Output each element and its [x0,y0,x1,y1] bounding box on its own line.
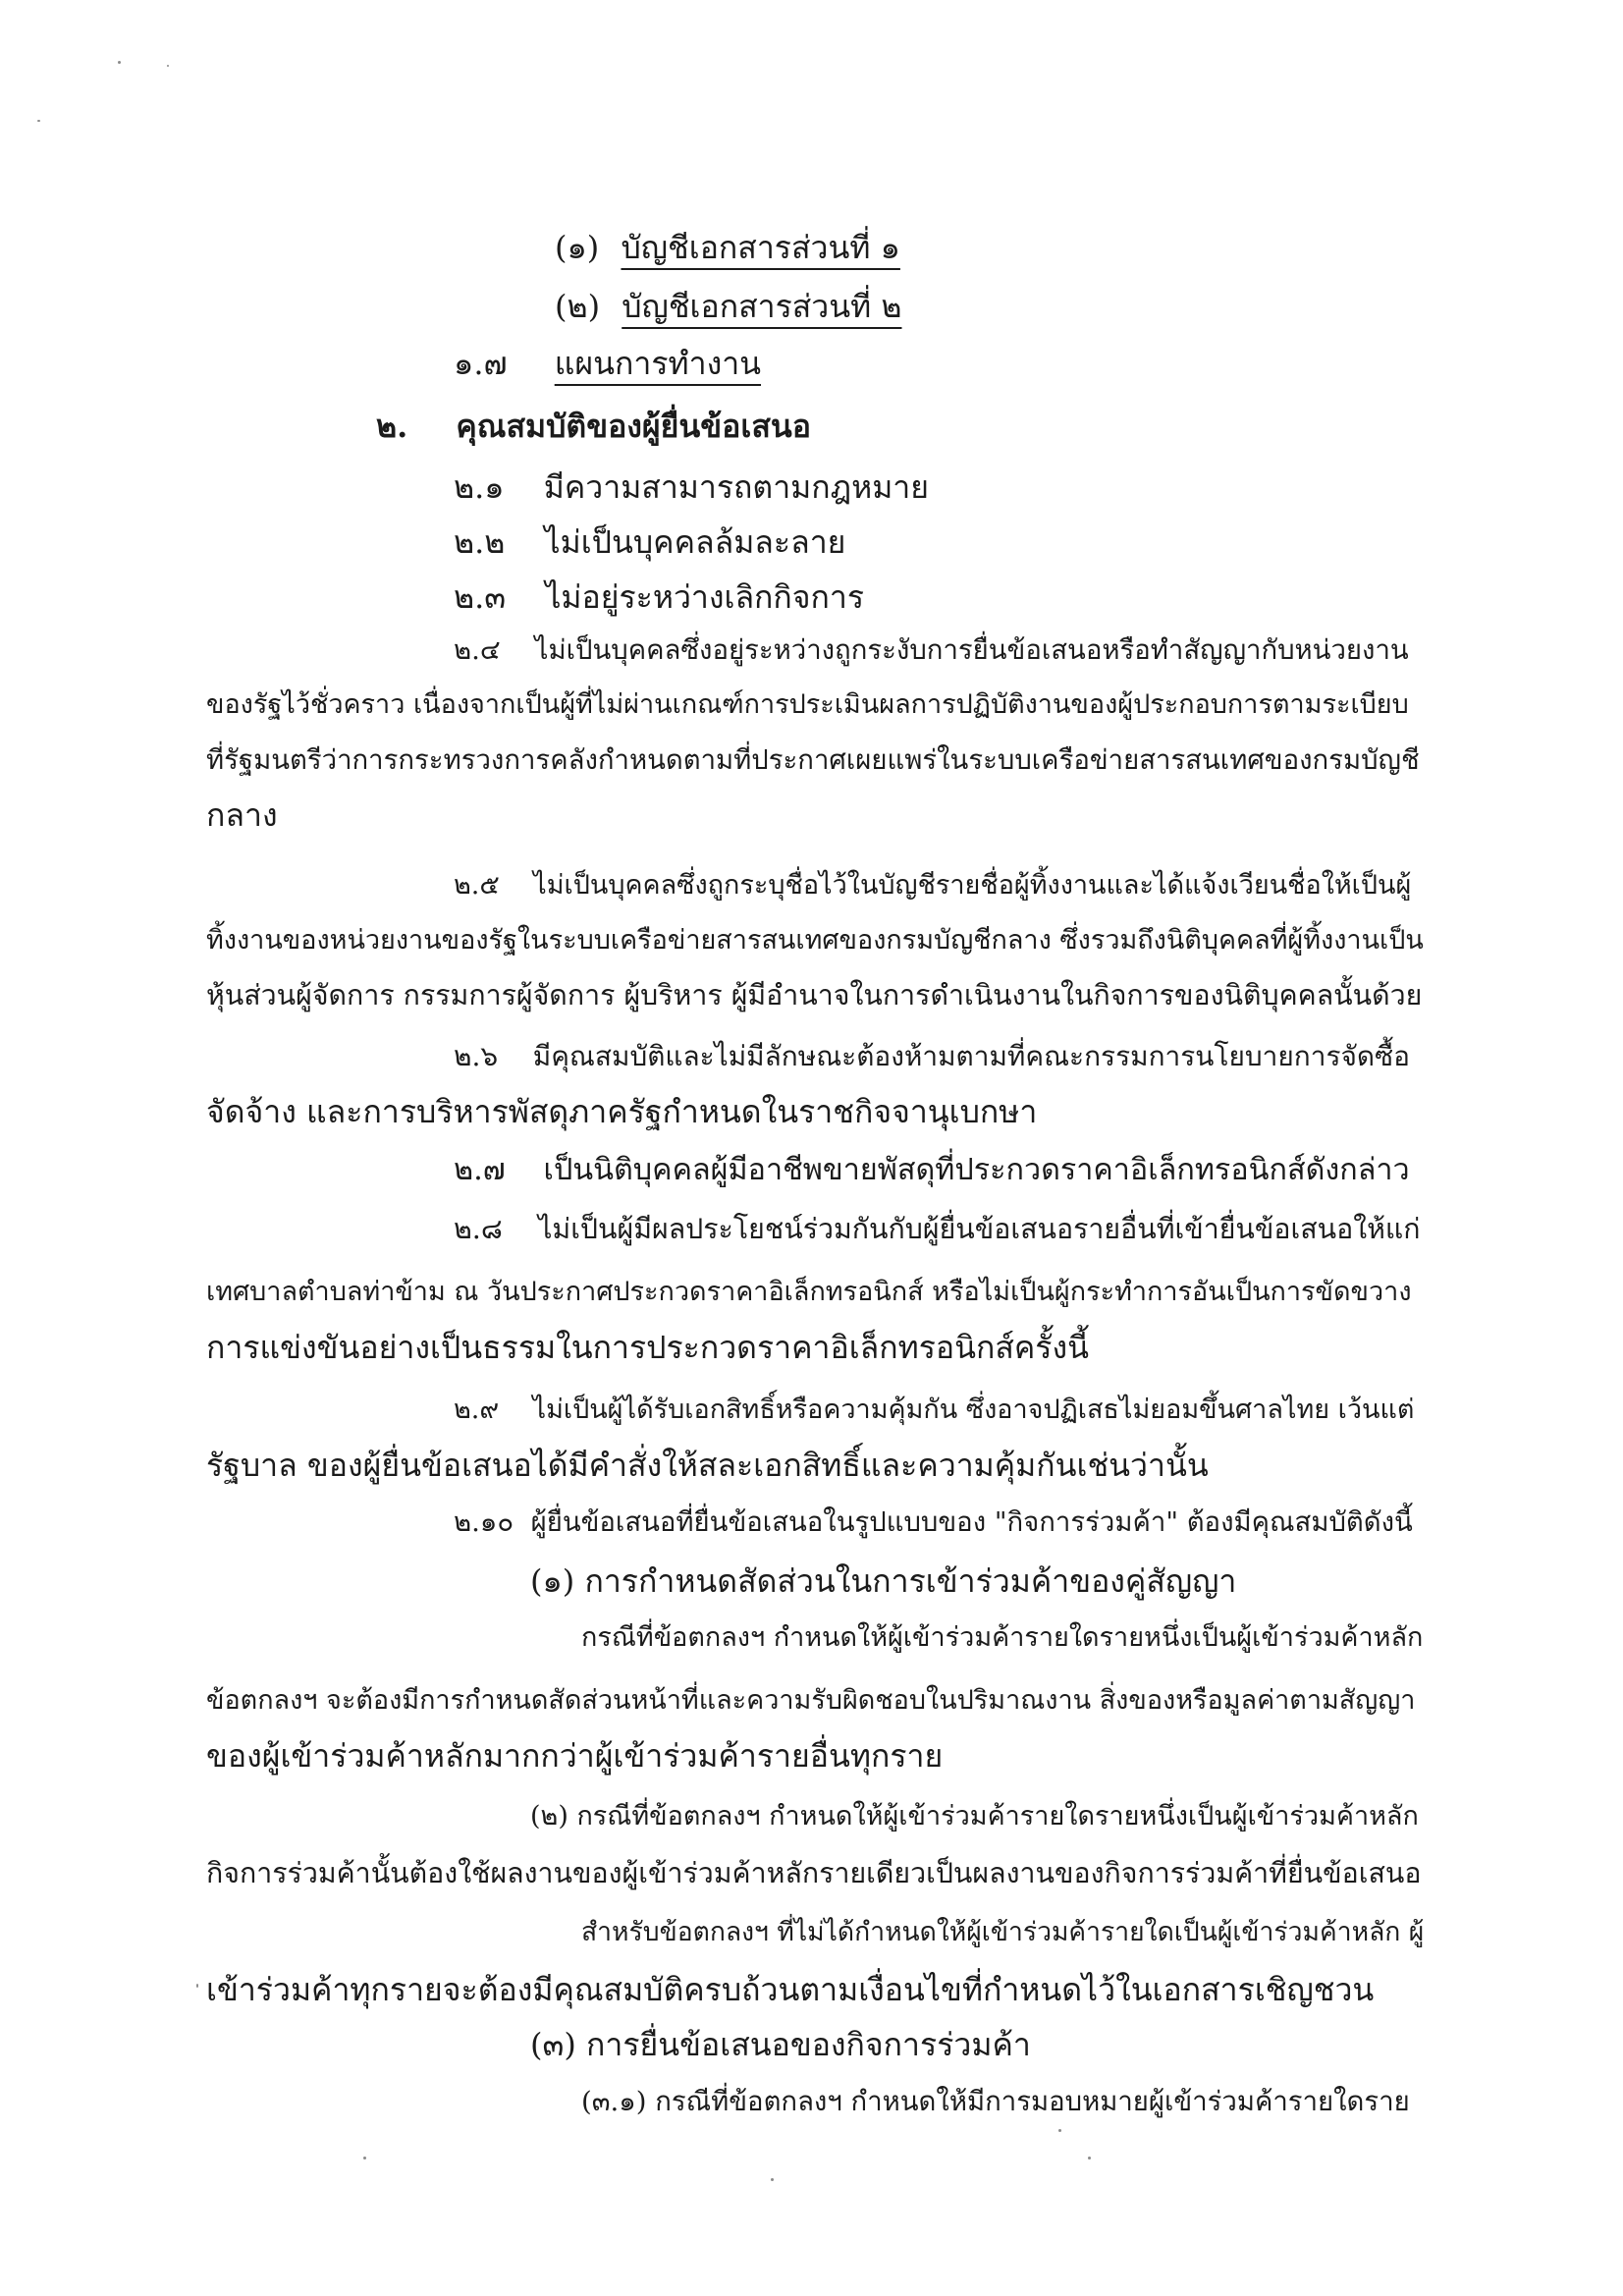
doc-list-text: บัญชีเอกสารส่วนที่ ๑ [621,229,900,266]
scan-speck [37,120,40,122]
doc-list-number: (๒) [555,288,601,325]
jv-1-para-line-1: กรณีที่ข้อตกลงฯ กำหนดให้ผู้เข้าร่วมค้ารายใดรายหนึ่งเป็นผู้เข้าร่วมค้าหลัก [581,1622,1424,1653]
section-2-8-line-3: การแข่งขันอย่างเป็นธรรมในการประกวดราคาอิเล็กทรอนิกส์ครั้งนี้ [206,1329,1089,1366]
section-2-10-line-1: ๒.๑๐ ผู้ยื่นข้อเสนอที่ยื่นข้อเสนอในรูปแบบของ "กิจการร่วมค้า" ต้องมีคุณสมบัติดังนี้ [454,1506,1413,1538]
section-number: ๒.๒ [454,523,506,561]
section-text: มีความสามารถตามกฎหมาย [543,468,930,506]
jv-2-para2-line-1: สำหรับข้อตกลงฯ ที่ไม่ได้กำหนดให้ผู้เข้าร่วมค้ารายใดเป็นผู้เข้าร่วมค้าหลัก ผู้ [581,1917,1425,1947]
section-1-7 [454,342,761,385]
section-2-9-line-2: รัฐบาล ของผู้ยื่นข้อเสนอได้มีคำสั่งให้สละเอกสิทธิ์และความคุ้มกันเช่นว่านั้น [206,1447,1209,1484]
section-2-5-line-3: หุ้นส่วนผู้จัดการ กรรมการผู้จัดการ ผู้บริหาร ผู้มีอำนาจในการดำเนินงานในกิจการของนิติบุคคลนั้นด้วย [206,979,1423,1011]
section-2-9-line-1: ๒.๙ ไม่เป็นผู้ได้รับเอกสิทธิ์หรือความคุ้มกัน ซึ่งอาจปฏิเสธไม่ยอมขึ้นศาลไทย เว้นแต่ [454,1394,1415,1425]
jv-1-para-line-3: ของผู้เข้าร่วมค้าหลักมากกว่าผู้เข้าร่วมค้ารายอื่นทุกราย [206,1737,944,1775]
section-2-5-line-2: ทิ้งงานของหน่วยงานของรัฐในระบบเครือข่ายสารสนเทศของกรมบัญชีกลาง ซึ่งรวมถึงนิติบุคคลที่ผู้ทิ้งงานเป็น [206,925,1424,956]
section-2-4-line-3: ที่รัฐมนตรีว่าการกระทรวงการคลังกำหนดตามที่ประกาศเผยแพร่ในระบบเครือข่ายสารสนเทศของกรมบัญชี [206,744,1420,776]
section-2-2 [454,520,845,564]
scan-speck [1088,2157,1091,2159]
scan-speck [118,61,121,64]
section-2-4-line-4: กลาง [206,796,278,834]
section-2-8-line-1: ๒.๘ ไม่เป็นผู้มีผลประโยชน์ร่วมกันกับผู้ยื่นข้อเสนอรายอื่นที่เข้ายื่นข้อเสนอให้แก่ [454,1213,1421,1245]
section-2-3 [454,575,864,619]
scan-speck [1058,2129,1061,2132]
section-2-4-line-2: ของรัฐไว้ชั่วคราว เนื่องจากเป็นผู้ที่ไม่ผ่านเกณฑ์การประเมินผลการปฏิบัติงานของผู้ประกอบการตามระเบียบ [206,689,1409,720]
section-number: ๒.๓ [454,578,507,616]
scan-speck [167,65,169,67]
section-number: ๒. [376,408,408,445]
section-2-6-line-1: ๒.๖ มีคุณสมบัติและไม่มีลักษณะต้องห้ามตามที่คณะกรรมการนโยบายการจัดซื้อ [454,1040,1410,1072]
doc-list-item-1 [555,226,900,269]
doc-list-item-2 [555,285,901,328]
section-2-heading [376,405,811,448]
section-text: แผนการทำงาน [554,345,762,382]
section-text: ไม่เป็นบุคคลล้มละลาย [544,523,846,561]
jv-1-para-line-2: ข้อตกลงฯ จะต้องมีการกำหนดสัดส่วนหน้าที่และความรับผิดชอบในปริมาณงาน สิ่งของหรือมูลค่าตามสัญญา [206,1685,1416,1716]
section-title: คุณสมบัติของผู้ยื่นข้อเสนอ [456,408,811,445]
section-2-8-line-2: เทศบาลตำบลท่าข้าม ณ วันประกาศประกวดราคาอิเล็กทรอนิกส์ หรือไม่เป็นผู้กระทำการอันเป็นการขัดขวาง [206,1277,1412,1307]
jv-2-para2-line-2: เข้าร่วมค้าทุกรายจะต้องมีคุณสมบัติครบถ้วนตามเงื่อนไขที่กำหนดไว้ในเอกสารเชิญชวน [206,1971,1375,2008]
jv-2-line-2: กิจการร่วมค้านั้นต้องใช้ผลงานของผู้เข้าร่วมค้าหลักรายเดียวเป็นผลงานของกิจการร่วมค้าที่ยื่นข้อเสนอ [206,1857,1422,1889]
scan-speck [363,2157,366,2159]
jv-3-heading: (๓) การยื่นข้อเสนอของกิจการร่วมค้า [530,2026,1031,2063]
scan-speck [771,2178,774,2181]
section-number: ๒.๑ [454,468,505,506]
section-2-1 [454,465,929,509]
section-number: ๑.๗ [454,345,508,382]
scan-speck [196,1984,198,1988]
jv-2-line-1: (๒) กรณีที่ข้อตกลงฯ กำหนดให้ผู้เข้าร่วมค้ารายใดรายหนึ่งเป็นผู้เข้าร่วมค้าหลัก [530,1801,1419,1831]
section-2-6-line-2: จัดจ้าง และการบริหารพัสดุภาครัฐกำหนดในราชกิจจานุเบกษา [206,1093,1038,1130]
jv-3-1-line-1: (๓.๑) กรณีที่ข้อตกลงฯ กำหนดให้มีการมอบหมายผู้เข้าร่วมค้ารายใดราย [581,2086,1410,2117]
section-2-4-line-1: ๒.๔ ไม่เป็นบุคคลซึ่งอยู่ระหว่างถูกระงับการยื่นข้อเสนอหรือทำสัญญากับหน่วยงาน [454,634,1409,666]
doc-list-number: (๑) [555,229,600,266]
section-2-5-line-1: ๒.๕ ไม่เป็นบุคคลซึ่งถูกระบุชื่อไว้ในบัญชีรายชื่อผู้ทิ้งงานและได้แจ้งเวียนชื่อให้เป็นผู้ [454,870,1412,901]
jv-1-heading: (๑) การกำหนดสัดส่วนในการเข้าร่วมค้าของคู่สัญญา [530,1562,1237,1600]
doc-list-text: บัญชีเอกสารส่วนที่ ๒ [622,288,902,325]
section-text: ไม่อยู่ระหว่างเลิกกิจการ [545,578,865,616]
section-2-7-line-1: ๒.๗ เป็นนิติบุคคลผู้มีอาชีพขายพัสดุที่ประกวดราคาอิเล็กทรอนิกส์ดังกล่าว [454,1153,1410,1187]
